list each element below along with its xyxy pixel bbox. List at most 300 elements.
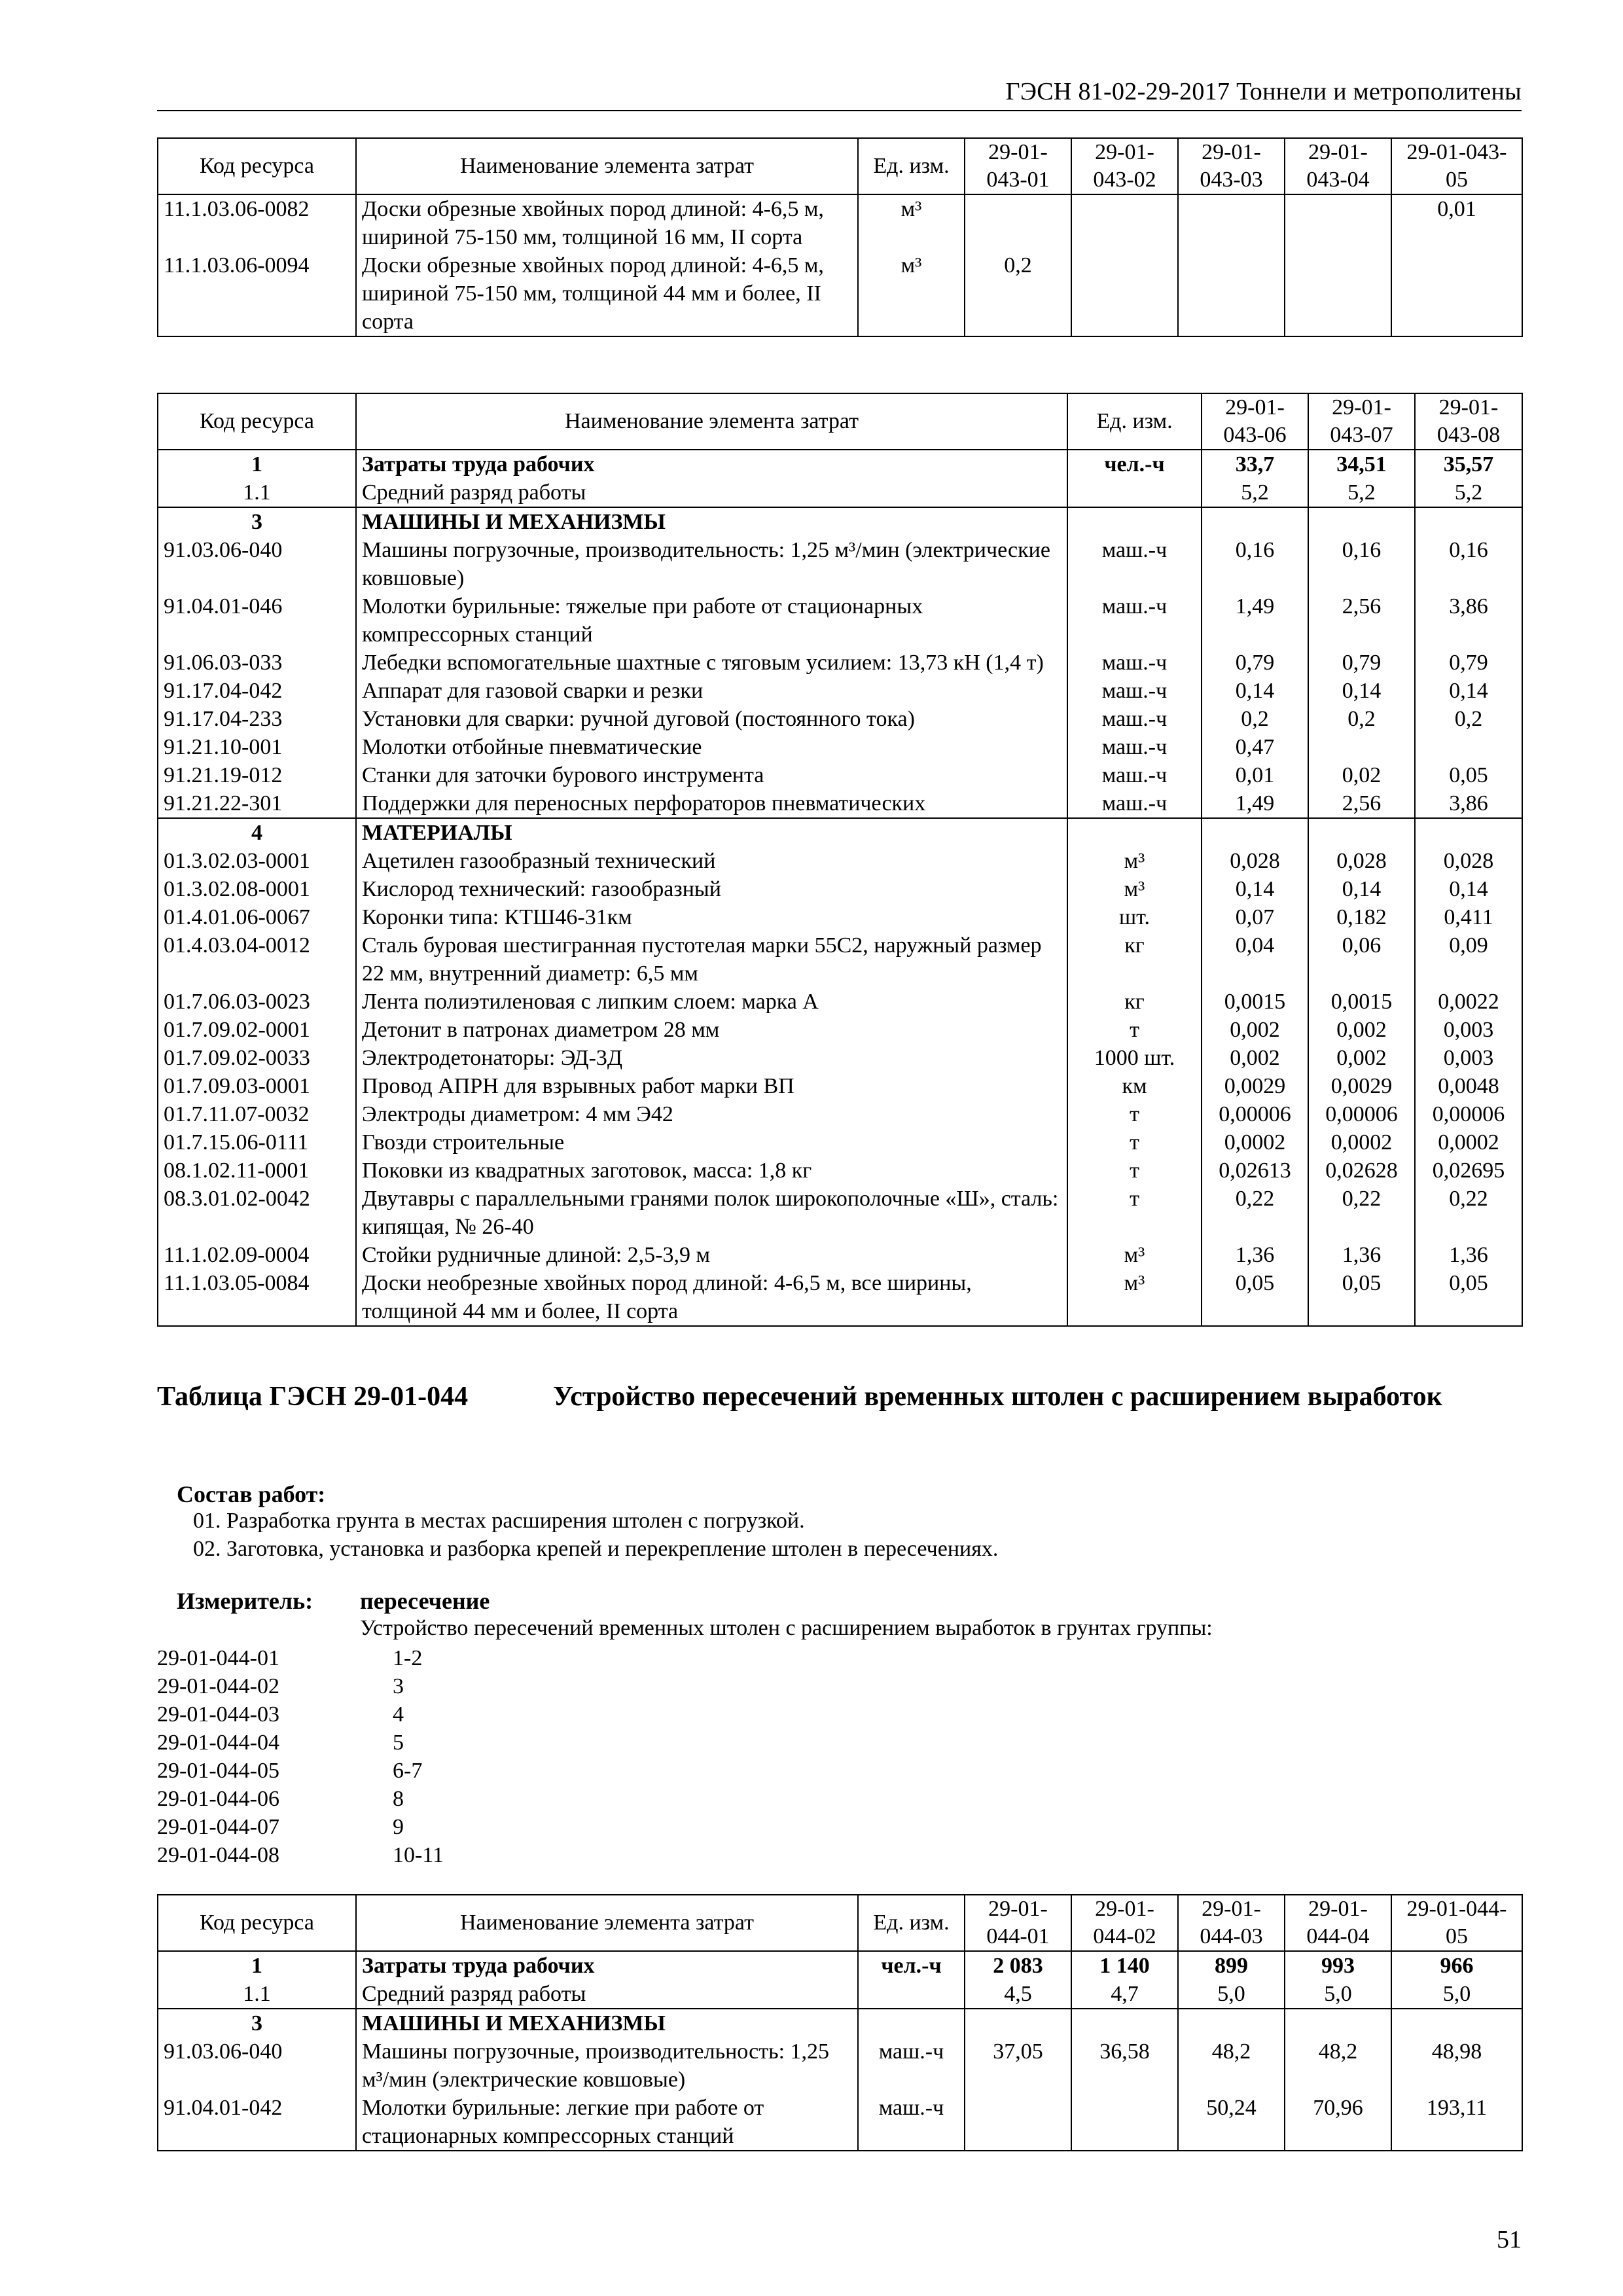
table-row: [158, 677, 1522, 705]
resource-value: 0,0015: [1202, 988, 1308, 1016]
resource-value: 48,2: [1285, 2037, 1391, 2094]
resource-unit: т: [1067, 1157, 1202, 1185]
table-title: Устройство пересечений временных штолен с расширением выработок: [553, 1382, 1442, 1412]
table-row: [158, 761, 1522, 789]
resource-unit: [858, 2009, 965, 2037]
meter-label: Измеритель:: [177, 1588, 313, 1614]
table-row: [158, 1128, 1522, 1157]
resource-value: [1415, 733, 1522, 761]
table-row: [158, 507, 1522, 536]
resource-name: Станки для заточки бурового инструмента: [356, 761, 1067, 789]
resource-table-043-part2: [157, 393, 1523, 1327]
resource-value: 0,01: [1391, 194, 1522, 251]
table-row: [158, 847, 1522, 875]
table-row: [158, 875, 1522, 903]
resource-unit: м³: [1067, 875, 1202, 903]
table-row: [158, 478, 1522, 507]
variant-code: 29-01-044-04: [157, 1731, 279, 1755]
resource-value: 0,028: [1308, 847, 1415, 875]
list-item: [157, 1729, 444, 1757]
resource-unit: км: [1067, 1072, 1202, 1100]
resource-value: 0,79: [1308, 649, 1415, 677]
variant-value: 9: [393, 1815, 404, 1839]
resource-value: 0,0015: [1308, 988, 1415, 1016]
resource-value: 2,56: [1308, 592, 1415, 649]
header-column: 29-01-043-03: [1178, 138, 1285, 194]
resource-code: 91.03.06-040: [158, 2037, 356, 2094]
resource-value: 0,002: [1202, 1044, 1308, 1072]
composition-item: 01. Разработка грунта в местах расширения штолен с погрузкой.: [193, 1509, 805, 1533]
resource-value: 2 083: [965, 1951, 1071, 1980]
resource-value: [1178, 2009, 1285, 2037]
resource-value: 0,182: [1308, 903, 1415, 931]
table-row: [158, 450, 1522, 478]
variant-code: 29-01-044-07: [157, 1815, 279, 1839]
resource-unit: м³: [858, 194, 965, 251]
resource-code: 1: [158, 1951, 356, 1980]
resource-unit: м³: [858, 251, 965, 336]
resource-unit: [1067, 507, 1202, 536]
table-row: [158, 251, 1522, 336]
resource-code: 91.04.01-042: [158, 2094, 356, 2151]
table-row: [158, 903, 1522, 931]
resource-code: 91.21.22-301: [158, 789, 356, 818]
resource-value: [1285, 251, 1391, 336]
resource-code: 91.06.03-033: [158, 649, 356, 677]
resource-name: Лента полиэтиленовая с липким слоем: марка А: [356, 988, 1067, 1016]
resource-code: 11.1.03.06-0094: [158, 251, 356, 336]
resource-value: 0,0022: [1415, 988, 1522, 1016]
resource-value: 3,86: [1415, 789, 1522, 818]
resource-unit: маш.-ч: [1067, 761, 1202, 789]
resource-value: [1178, 251, 1285, 336]
running-header: ГЭСН 81-02-29-2017 Тоннели и метрополитены: [157, 77, 1522, 111]
resource-value: 0,0029: [1202, 1072, 1308, 1100]
resource-value: 1,49: [1202, 789, 1308, 818]
table-row: [158, 2037, 1522, 2094]
resource-value: 0,003: [1415, 1044, 1522, 1072]
composition-item: 02. Заготовка, установка и разборка крепей и перекрепление штолен в пересечениях.: [193, 1537, 999, 1561]
resource-value: 34,51: [1308, 450, 1415, 478]
variant-code: 29-01-044-05: [157, 1759, 279, 1783]
resource-name: Аппарат для газовой сварки и резки: [356, 677, 1067, 705]
resource-value: 0,028: [1202, 847, 1308, 875]
resource-value: 0,002: [1308, 1016, 1415, 1044]
resource-value: [1285, 2009, 1391, 2037]
resource-code: 01.4.03.04-0012: [158, 931, 356, 988]
resource-name: Затраты труда рабочих: [356, 450, 1067, 478]
resource-name: Средний разряд работы: [356, 478, 1067, 507]
resource-name: Лебедки вспомогательные шахтные с тяговым усилием: 13,73 кН (1,4 т): [356, 649, 1067, 677]
header-code: Код ресурса: [158, 1895, 356, 1951]
resource-value: 5,2: [1308, 478, 1415, 507]
header-column: 29-01-043-07: [1308, 393, 1415, 450]
resource-value: [1285, 194, 1391, 251]
resource-code: 1.1: [158, 1980, 356, 2009]
resource-value: 0,16: [1415, 536, 1522, 592]
resource-unit: м³: [1067, 1269, 1202, 1326]
resource-name: Молотки отбойные пневматические: [356, 733, 1067, 761]
table-row: [158, 592, 1522, 649]
table-row: [158, 1980, 1522, 2009]
variant-code: 29-01-044-06: [157, 1787, 279, 1811]
resource-value: 0,00006: [1415, 1100, 1522, 1128]
resource-code: 1: [158, 450, 356, 478]
resource-value: [1415, 507, 1522, 536]
resource-value: 0,0048: [1415, 1072, 1522, 1100]
resource-value: [1308, 733, 1415, 761]
header-column: 29-01-043-04: [1285, 138, 1391, 194]
resource-code: 91.17.04-042: [158, 677, 356, 705]
resource-value: 0,028: [1415, 847, 1522, 875]
resource-name: Машины погрузочные, производительность: 1,25 м³/мин (электрические ковшовые): [356, 536, 1067, 592]
header-name: Наименование элемента затрат: [356, 138, 858, 194]
table-row: [158, 1016, 1522, 1044]
resource-value: 48,98: [1391, 2037, 1522, 2094]
resource-value: 0,14: [1415, 677, 1522, 705]
resource-value: 0,02: [1308, 761, 1415, 789]
resource-value: [1308, 818, 1415, 847]
resource-name: Провод АПРН для взрывных работ марки ВП: [356, 1072, 1067, 1100]
resource-unit: 1000 шт.: [1067, 1044, 1202, 1072]
table-row: [158, 1100, 1522, 1128]
header-column: 29-01-043-02: [1071, 138, 1178, 194]
resource-value: [1071, 251, 1178, 336]
resource-value: 993: [1285, 1951, 1391, 1980]
resource-value: 70,96: [1285, 2094, 1391, 2151]
resource-value: 4,5: [965, 1980, 1071, 2009]
resource-value: 0,00006: [1308, 1100, 1415, 1128]
table-row: [158, 2094, 1522, 2151]
resource-unit: м³: [1067, 1241, 1202, 1269]
table-row: [158, 536, 1522, 592]
table-row: [158, 194, 1522, 251]
resource-unit: маш.-ч: [1067, 677, 1202, 705]
resource-value: [1071, 194, 1178, 251]
resource-name: Молотки бурильные: тяжелые при работе от стационарных компрессорных станций: [356, 592, 1067, 649]
resource-value: 2,56: [1308, 789, 1415, 818]
resource-value: 4,7: [1071, 1980, 1178, 2009]
resource-code: 08.3.01.02-0042: [158, 1185, 356, 1241]
resource-code: 11.1.03.06-0082: [158, 194, 356, 251]
header-unit: Ед. изм.: [1067, 393, 1202, 450]
resource-value: 0,2: [965, 251, 1071, 336]
resource-value: 36,58: [1071, 2037, 1178, 2094]
resource-code: 91.17.04-233: [158, 705, 356, 733]
resource-value: 0,14: [1308, 875, 1415, 903]
resource-value: 966: [1391, 1951, 1522, 1980]
resource-unit: маш.-ч: [1067, 733, 1202, 761]
header-column: 29-01-044-01: [965, 1895, 1071, 1951]
header-name: Наименование элемента затрат: [356, 393, 1067, 450]
header-column: 29-01-043-06: [1202, 393, 1308, 450]
resource-name: Установки для сварки: ручной дуговой (постоянного тока): [356, 705, 1067, 733]
header-name: Наименование элемента затрат: [356, 1895, 858, 1951]
header-unit: Ед. изм.: [858, 138, 965, 194]
resource-value: [1178, 194, 1285, 251]
resource-unit: т: [1067, 1185, 1202, 1241]
table-row: [158, 988, 1522, 1016]
resource-value: 0,0029: [1308, 1072, 1415, 1100]
resource-name: Двутавры с параллельными гранями полок широкополочные «Ш», сталь: кипящая, № 26-40: [356, 1185, 1067, 1241]
table-row: [158, 1269, 1522, 1326]
resource-unit: шт.: [1067, 903, 1202, 931]
variant-code: 29-01-044-01: [157, 1646, 279, 1670]
header-column: 29-01-043-08: [1415, 393, 1522, 450]
resource-name: Поддержки для переносных перфораторов пневматических: [356, 789, 1067, 818]
table-row: [158, 1072, 1522, 1100]
resource-value: 3,86: [1415, 592, 1522, 649]
list-item: [157, 1757, 444, 1785]
resource-value: 0,79: [1202, 649, 1308, 677]
resource-unit: маш.-ч: [1067, 536, 1202, 592]
resource-value: 899: [1178, 1951, 1285, 1980]
resource-name: Средний разряд работы: [356, 1980, 858, 2009]
resource-table-043-part1: [157, 137, 1523, 337]
resource-value: 0,47: [1202, 733, 1308, 761]
resource-name: Молотки бурильные: легкие при работе от стационарных компрессорных станций: [356, 2094, 858, 2151]
resource-value: 0,02695: [1415, 1157, 1522, 1185]
resource-name: МАТЕРИАЛЫ: [356, 818, 1067, 847]
resource-value: 0,0002: [1202, 1128, 1308, 1157]
resource-unit: [1067, 478, 1202, 507]
resource-value: [965, 2094, 1071, 2151]
resource-value: 0,05: [1415, 761, 1522, 789]
resource-value: 5,0: [1391, 1980, 1522, 2009]
resource-value: [1415, 818, 1522, 847]
resource-value: 0,02628: [1308, 1157, 1415, 1185]
variant-value: 6-7: [393, 1759, 423, 1783]
variant-value: 10-11: [393, 1843, 444, 1867]
resource-code: 91.03.06-040: [158, 536, 356, 592]
resource-unit: маш.-ч: [1067, 789, 1202, 818]
resource-value: 0,22: [1308, 1185, 1415, 1241]
resource-name: МАШИНЫ И МЕХАНИЗМЫ: [356, 2009, 858, 2037]
resource-value: 0,003: [1415, 1016, 1522, 1044]
list-item: [157, 1785, 444, 1813]
resource-value: 0,05: [1308, 1269, 1415, 1326]
resource-value: [1308, 507, 1415, 536]
table-row: [158, 705, 1522, 733]
resource-value: [965, 2009, 1071, 2037]
resource-code: 08.1.02.11-0001: [158, 1157, 356, 1185]
table-row: [158, 1044, 1522, 1072]
list-item: [157, 1841, 444, 1869]
resource-value: 0,16: [1202, 536, 1308, 592]
resource-name: Машины погрузочные, производительность: 1,25 м³/мин (электрические ковшовые): [356, 2037, 858, 2094]
resource-name: МАШИНЫ И МЕХАНИЗМЫ: [356, 507, 1067, 536]
composition-list: [193, 1507, 998, 1563]
variant-code: 29-01-044-03: [157, 1702, 279, 1727]
resource-unit: маш.-ч: [1067, 592, 1202, 649]
resource-unit: т: [1067, 1100, 1202, 1128]
table-row: [158, 818, 1522, 847]
resource-value: 1,36: [1308, 1241, 1415, 1269]
resource-value: 0,0002: [1308, 1128, 1415, 1157]
resource-value: 48,2: [1178, 2037, 1285, 2094]
resource-value: 0,02613: [1202, 1157, 1308, 1185]
header-column: 29-01-043-05: [1391, 138, 1522, 194]
resource-value: 50,24: [1178, 2094, 1285, 2151]
resource-value: 0,2: [1308, 705, 1415, 733]
header-unit: Ед. изм.: [858, 1895, 965, 1951]
resource-code: 3: [158, 507, 356, 536]
resource-unit: [858, 1980, 965, 2009]
resource-value: [1391, 251, 1522, 336]
resource-value: [1391, 2009, 1522, 2037]
resource-value: 0,411: [1415, 903, 1522, 931]
resource-code: 01.3.02.03-0001: [158, 847, 356, 875]
table-row: [158, 733, 1522, 761]
resource-value: 0,22: [1202, 1185, 1308, 1241]
table-row: [158, 931, 1522, 988]
page-number: 51: [1497, 2226, 1522, 2253]
resource-value: 1,36: [1415, 1241, 1522, 1269]
resource-value: 0,16: [1308, 536, 1415, 592]
resource-value: 0,002: [1202, 1016, 1308, 1044]
resource-name: Ацетилен газообразный технический: [356, 847, 1067, 875]
resource-code: 3: [158, 2009, 356, 2037]
header-code: Код ресурса: [158, 393, 356, 450]
meter-value: пересечение: [360, 1588, 490, 1614]
table-row: [158, 2009, 1522, 2037]
variant-code: 29-01-044-08: [157, 1843, 279, 1867]
resource-value: 0,002: [1308, 1044, 1415, 1072]
table-row: [158, 1241, 1522, 1269]
header-column: 29-01-044-03: [1178, 1895, 1285, 1951]
resource-value: 0,07: [1202, 903, 1308, 931]
resource-name: Стойки рудничные длиной: 2,5-3,9 м: [356, 1241, 1067, 1269]
list-item: [157, 1644, 444, 1672]
resource-code: 11.1.03.05-0084: [158, 1269, 356, 1326]
resource-value: 5,0: [1178, 1980, 1285, 2009]
header-column: 29-01-043-01: [965, 138, 1071, 194]
resource-unit: [1067, 818, 1202, 847]
variant-value: 8: [393, 1787, 404, 1811]
resource-name: Электродетонаторы: ЭД-3Д: [356, 1044, 1067, 1072]
resource-value: [965, 194, 1071, 251]
resource-unit: маш.-ч: [858, 2094, 965, 2151]
resource-unit: т: [1067, 1016, 1202, 1044]
resource-value: 0,14: [1415, 875, 1522, 903]
table-row: [158, 1951, 1522, 1980]
resource-unit: чел.-ч: [1067, 450, 1202, 478]
resource-name: Сталь буровая шестигранная пустотелая марки 55С2, наружный размер 22 мм, внутренний диаметр: 6,5 мм: [356, 931, 1067, 988]
resource-unit: кг: [1067, 931, 1202, 988]
resource-value: 0,01: [1202, 761, 1308, 789]
variant-code: 29-01-044-02: [157, 1674, 279, 1698]
resource-name: Кислород технический: газообразный: [356, 875, 1067, 903]
resource-name: Доски обрезные хвойных пород длиной: 4-6,5 м, шириной 75-150 мм, толщиной 16 мм, II сорта: [356, 194, 858, 251]
resource-code: 1.1: [158, 478, 356, 507]
table-row: [158, 649, 1522, 677]
resource-unit: маш.-ч: [858, 2037, 965, 2094]
resource-value: 0,09: [1415, 931, 1522, 988]
resource-name: Гвозди строительные: [356, 1128, 1067, 1157]
resource-code: 01.4.01.06-0067: [158, 903, 356, 931]
variants-description: Устройство пересечений временных штолен с расширением выработок в грунтах группы:: [360, 1616, 1213, 1640]
resource-value: 0,14: [1202, 677, 1308, 705]
resource-name: Доски необрезные хвойных пород длиной: 4-6,5 м, все ширины, толщиной 44 мм и более, II сорта: [356, 1269, 1067, 1326]
header-column: 29-01-044-05: [1391, 1895, 1522, 1951]
resource-value: 193,11: [1391, 2094, 1522, 2151]
resource-value: 0,00006: [1202, 1100, 1308, 1128]
table-row: [158, 1157, 1522, 1185]
resource-code: 01.7.09.02-0001: [158, 1016, 356, 1044]
resource-unit: кг: [1067, 988, 1202, 1016]
table-row: [158, 1185, 1522, 1241]
resource-value: 0,14: [1308, 677, 1415, 705]
resource-unit: маш.-ч: [1067, 705, 1202, 733]
variant-value: 1-2: [393, 1646, 423, 1670]
resource-value: [1071, 2094, 1178, 2151]
resource-name: Электроды диаметром: 4 мм Э42: [356, 1100, 1067, 1128]
resource-unit: т: [1067, 1128, 1202, 1157]
resource-code: 11.1.02.09-0004: [158, 1241, 356, 1269]
resource-value: 35,57: [1415, 450, 1522, 478]
header-column: 29-01-044-02: [1071, 1895, 1178, 1951]
resource-value: 5,0: [1285, 1980, 1391, 2009]
resource-value: [1071, 2009, 1178, 2037]
resource-name: Поковки из квадратных заготовок, масса: 1,8 кг: [356, 1157, 1067, 1185]
variants-list: [157, 1644, 444, 1869]
resource-name: Коронки типа: КТШ46-31км: [356, 903, 1067, 931]
variant-value: 3: [393, 1674, 404, 1698]
resource-name: Детонит в патронах диаметром 28 мм: [356, 1016, 1067, 1044]
header-column: 29-01-044-04: [1285, 1895, 1391, 1951]
resource-value: 0,14: [1202, 875, 1308, 903]
resource-code: 01.7.09.02-0033: [158, 1044, 356, 1072]
list-item: [157, 1700, 444, 1729]
resource-value: [1202, 818, 1308, 847]
resource-value: 0,04: [1202, 931, 1308, 988]
resource-code: 01.7.06.03-0023: [158, 988, 356, 1016]
resource-code: 01.7.09.03-0001: [158, 1072, 356, 1100]
resource-value: 0,22: [1415, 1185, 1522, 1241]
resource-value: 0,06: [1308, 931, 1415, 988]
resource-value: 1,49: [1202, 592, 1308, 649]
resource-value: 0,2: [1202, 705, 1308, 733]
resource-unit: м³: [1067, 847, 1202, 875]
table-row: [158, 789, 1522, 818]
list-item: [157, 1813, 444, 1841]
resource-code: 91.21.19-012: [158, 761, 356, 789]
resource-code: 01.7.11.07-0032: [158, 1100, 356, 1128]
table-label: Таблица ГЭСН 29-01-044: [157, 1382, 469, 1412]
list-item: [157, 1672, 444, 1700]
variant-value: 4: [393, 1702, 404, 1727]
resource-code: 91.04.01-046: [158, 592, 356, 649]
resource-value: 37,05: [965, 2037, 1071, 2094]
resource-unit: маш.-ч: [1067, 649, 1202, 677]
resource-code: 01.3.02.08-0001: [158, 875, 356, 903]
resource-unit: чел.-ч: [858, 1951, 965, 1980]
resource-name: Затраты труда рабочих: [356, 1951, 858, 1980]
composition-heading: Состав работ:: [177, 1481, 326, 1507]
resource-table-044: [157, 1894, 1523, 2151]
resource-value: 0,2: [1415, 705, 1522, 733]
resource-value: 33,7: [1202, 450, 1308, 478]
resource-value: 1,36: [1202, 1241, 1308, 1269]
resource-code: 01.7.15.06-0111: [158, 1128, 356, 1157]
header-code: Код ресурса: [158, 138, 356, 194]
variant-value: 5: [393, 1731, 404, 1755]
resource-value: 1 140: [1071, 1951, 1178, 1980]
resource-name: Доски обрезные хвойных пород длиной: 4-6,5 м, шириной 75-150 мм, толщиной 44 мм и более, II сорта: [356, 251, 858, 336]
resource-code: 91.21.10-001: [158, 733, 356, 761]
resource-code: 4: [158, 818, 356, 847]
resource-value: 0,0002: [1415, 1128, 1522, 1157]
